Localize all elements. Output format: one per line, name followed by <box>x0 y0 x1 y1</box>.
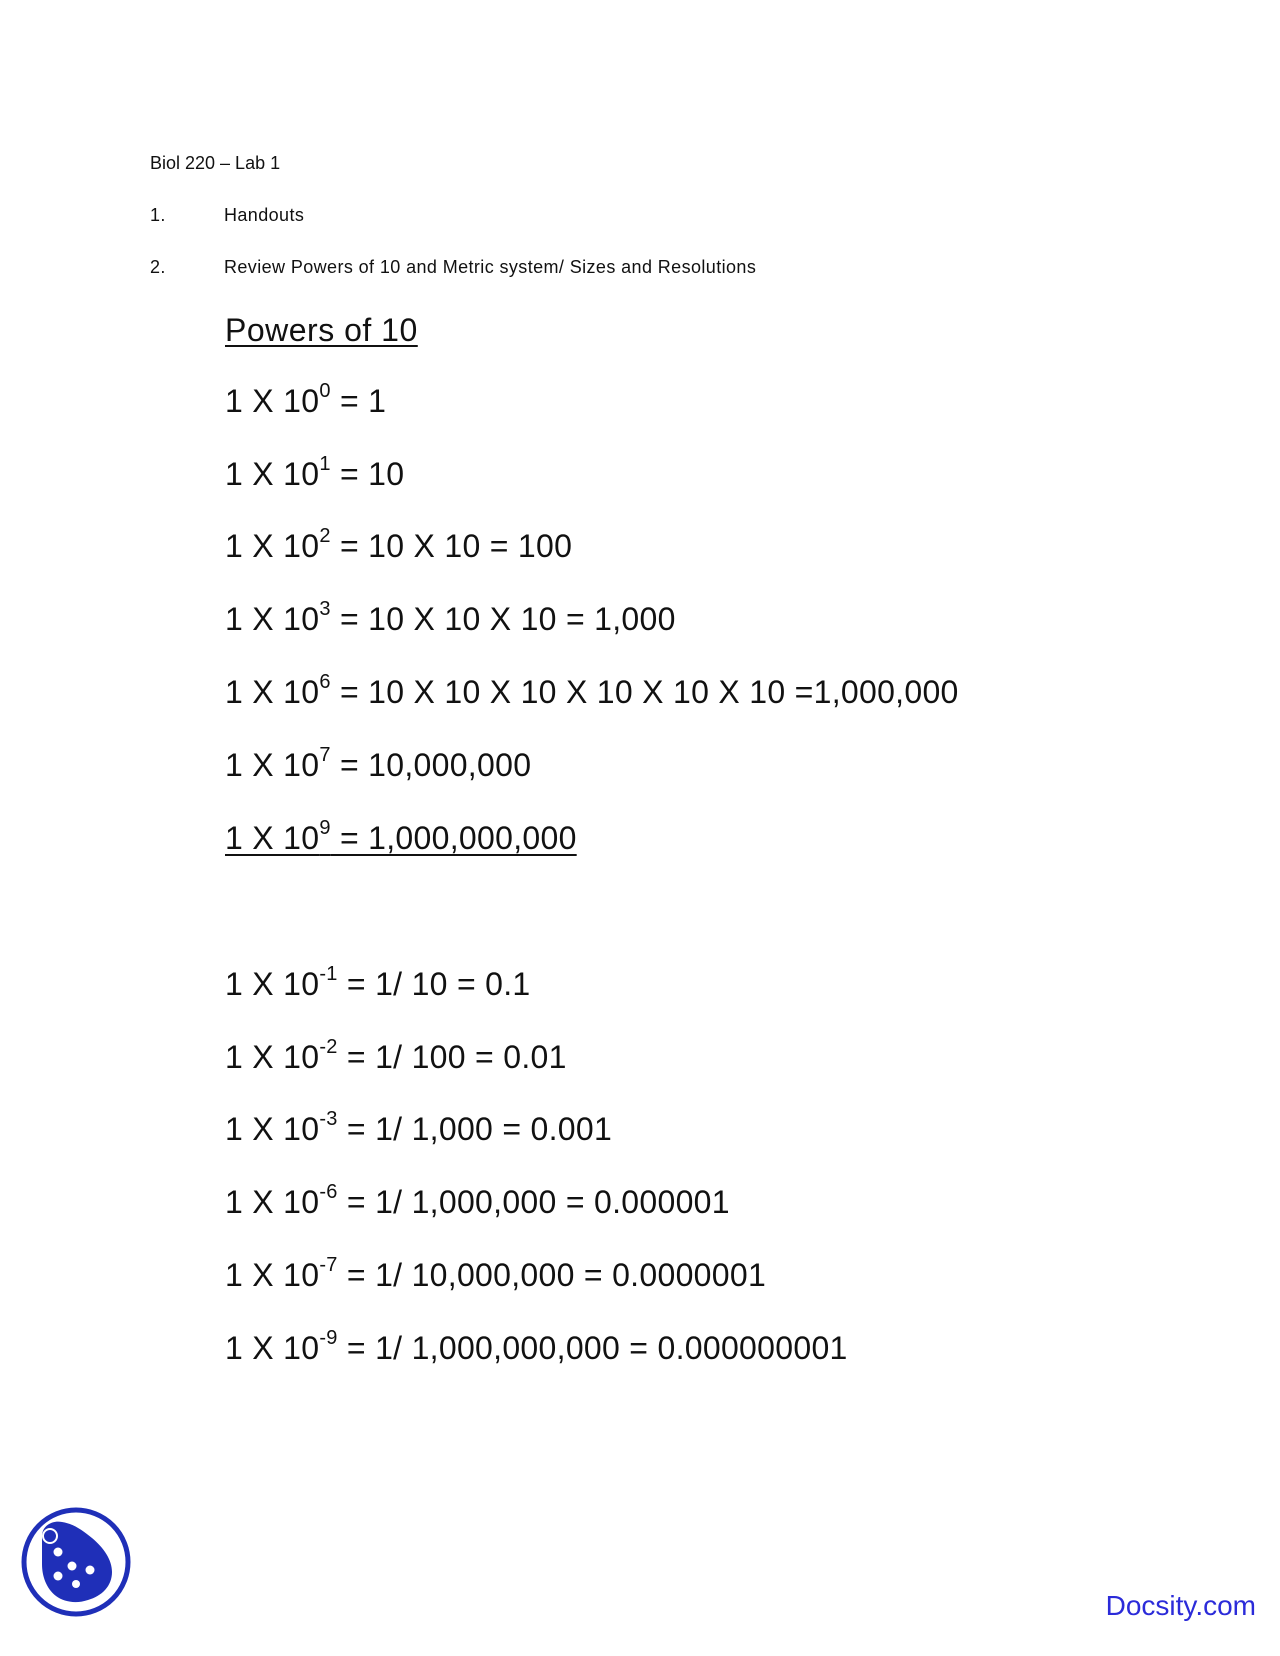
equation-base: 1 X 10 <box>225 1330 320 1366</box>
equation-base: 1 X 10 <box>225 747 320 783</box>
equation-exponent: -7 <box>319 1254 338 1276</box>
equation-base: 1 X 10 <box>225 456 320 492</box>
equation-row <box>225 1110 612 1153</box>
equation-base: 1 X 10 <box>225 601 320 637</box>
equation-row <box>225 673 959 716</box>
equation-base: 1 X 10 <box>225 1039 320 1075</box>
equation-row <box>225 382 386 425</box>
equation-base: 1 X 10 <box>225 674 320 710</box>
equation-row <box>225 1038 567 1081</box>
equation-base: 1 X 10 <box>225 528 320 564</box>
equation-row <box>225 1256 766 1299</box>
equation-result: = 1/ 1,000,000 = 0.000001 <box>337 1184 730 1220</box>
equation-exponent: 7 <box>319 744 331 766</box>
section-title: Powers of 10 <box>225 312 418 348</box>
equation-row <box>225 455 404 498</box>
equation-row <box>225 1183 730 1226</box>
page-header: Biol 220 – Lab 1 <box>150 153 281 173</box>
equation-row <box>225 965 531 1008</box>
equation-result: = 10 <box>330 456 405 492</box>
equation-result: = 1/ 1,000,000,000 = 0.000000001 <box>337 1330 848 1366</box>
equation-result: = 1/ 100 = 0.01 <box>337 1039 567 1075</box>
equation-result: = 10,000,000 <box>330 747 532 783</box>
equation-row <box>225 819 577 862</box>
equation-row <box>225 1329 848 1372</box>
equation-result: = 10 X 10 X 10 = 1,000 <box>330 601 676 637</box>
equation-result: = 1/ 10 = 0.1 <box>337 966 531 1002</box>
equation-exponent: -1 <box>319 963 338 985</box>
equation-result: = 10 X 10 = 100 <box>330 528 573 564</box>
list-item-number: 2. <box>150 257 166 277</box>
equation-result: = 10 X 10 X 10 X 10 X 10 X 10 =1,000,000 <box>330 674 959 710</box>
equation-exponent: 0 <box>319 380 331 402</box>
list-item-number: 1. <box>150 205 166 225</box>
equation-base: 1 X 10 <box>225 966 320 1002</box>
equation-row <box>225 527 572 570</box>
equation-exponent: 6 <box>319 671 331 693</box>
equation-exponent: -3 <box>319 1108 338 1130</box>
equation-exponent: 2 <box>319 525 331 547</box>
equation-result: = 1,000,000,000 <box>330 820 577 856</box>
equation-row <box>225 746 531 789</box>
docsity-brand-link[interactable]: Docsity.com <box>1105 1590 1256 1621</box>
list-item-text: Handouts <box>224 205 305 225</box>
equation-exponent: 1 <box>319 453 331 475</box>
equation-exponent: -2 <box>319 1036 338 1058</box>
equation-result: = 1/ 10,000,000 = 0.0000001 <box>337 1257 767 1293</box>
equation-exponent: 3 <box>319 598 331 620</box>
equation-row <box>225 600 676 643</box>
docsity-logo-icon <box>20 1506 132 1618</box>
equation-exponent: 9 <box>319 817 331 839</box>
equation-base: 1 X 10 <box>225 1257 320 1293</box>
equation-base: 1 X 10 <box>225 383 320 419</box>
equation-base: 1 X 10 <box>225 1111 320 1147</box>
equation-base: 1 X 10 <box>225 820 320 856</box>
equation-result: = 1 <box>330 383 387 419</box>
list-item-text: Review Powers of 10 and Metric system/ Sizes and Resolutions <box>224 257 757 277</box>
equation-exponent: -6 <box>319 1181 338 1203</box>
equation-base: 1 X 10 <box>225 1184 320 1220</box>
equation-exponent: -9 <box>319 1327 338 1349</box>
equation-result: = 1/ 1,000 = 0.001 <box>337 1111 613 1147</box>
